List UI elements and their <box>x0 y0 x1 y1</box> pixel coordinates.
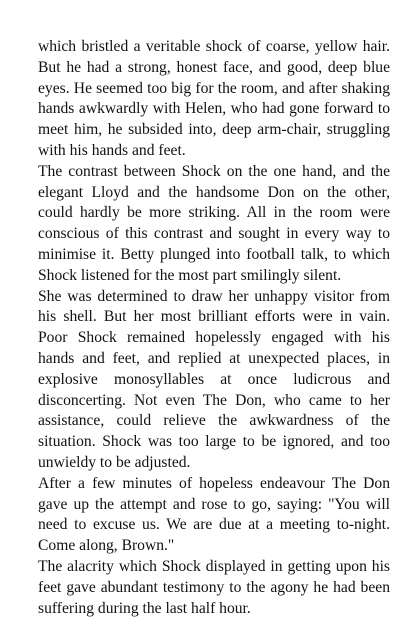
page-body <box>38 37 390 619</box>
paragraph-4: After a few minutes of hopeless endeavour The Don gave up the attempt and rose to go, saying: "You will need to excuse us. We are due at a meeting to-night. Come along, Brown." <box>38 474 390 555</box>
paragraph-2: The contrast between Shock on the one hand, and the elegant Lloyd and the handsome Don on the other, could hardly be more striking. All in the room were conscious of this contrast and sought in every way to minimise it. Betty plunged into football talk, to which Shock listened for the most part smilingly silent. <box>38 162 390 284</box>
paragraph-5: The alacrity which Shock displayed in getting upon his feet gave abundant testimony to the agony he had been suffering during the last half hour. <box>38 557 390 617</box>
paragraph-1: which bristled a veritable shock of coarse, yellow hair. But he had a strong, honest face, and good, deep blue eyes. He seemed too big for the room, and after shaking hands awkwardly with Helen, who had gone forward to meet him, he subsided into, deep arm-chair, struggling with his hands and feet. <box>38 38 390 159</box>
paragraph-3: She was determined to draw her unhappy visitor from his shell. But her most brilliant efforts were in vain. Poor Shock remained hopelessly engaged with his hands and feet, and replied at unexpected places, in explosive monosyllables at once ludicrous and disconcerting. Not even The Don, who came to her assistance, could relieve the awkwardness of the situation. Shock was too large to be ignored, and too unwieldy to be adjusted. <box>38 287 390 471</box>
